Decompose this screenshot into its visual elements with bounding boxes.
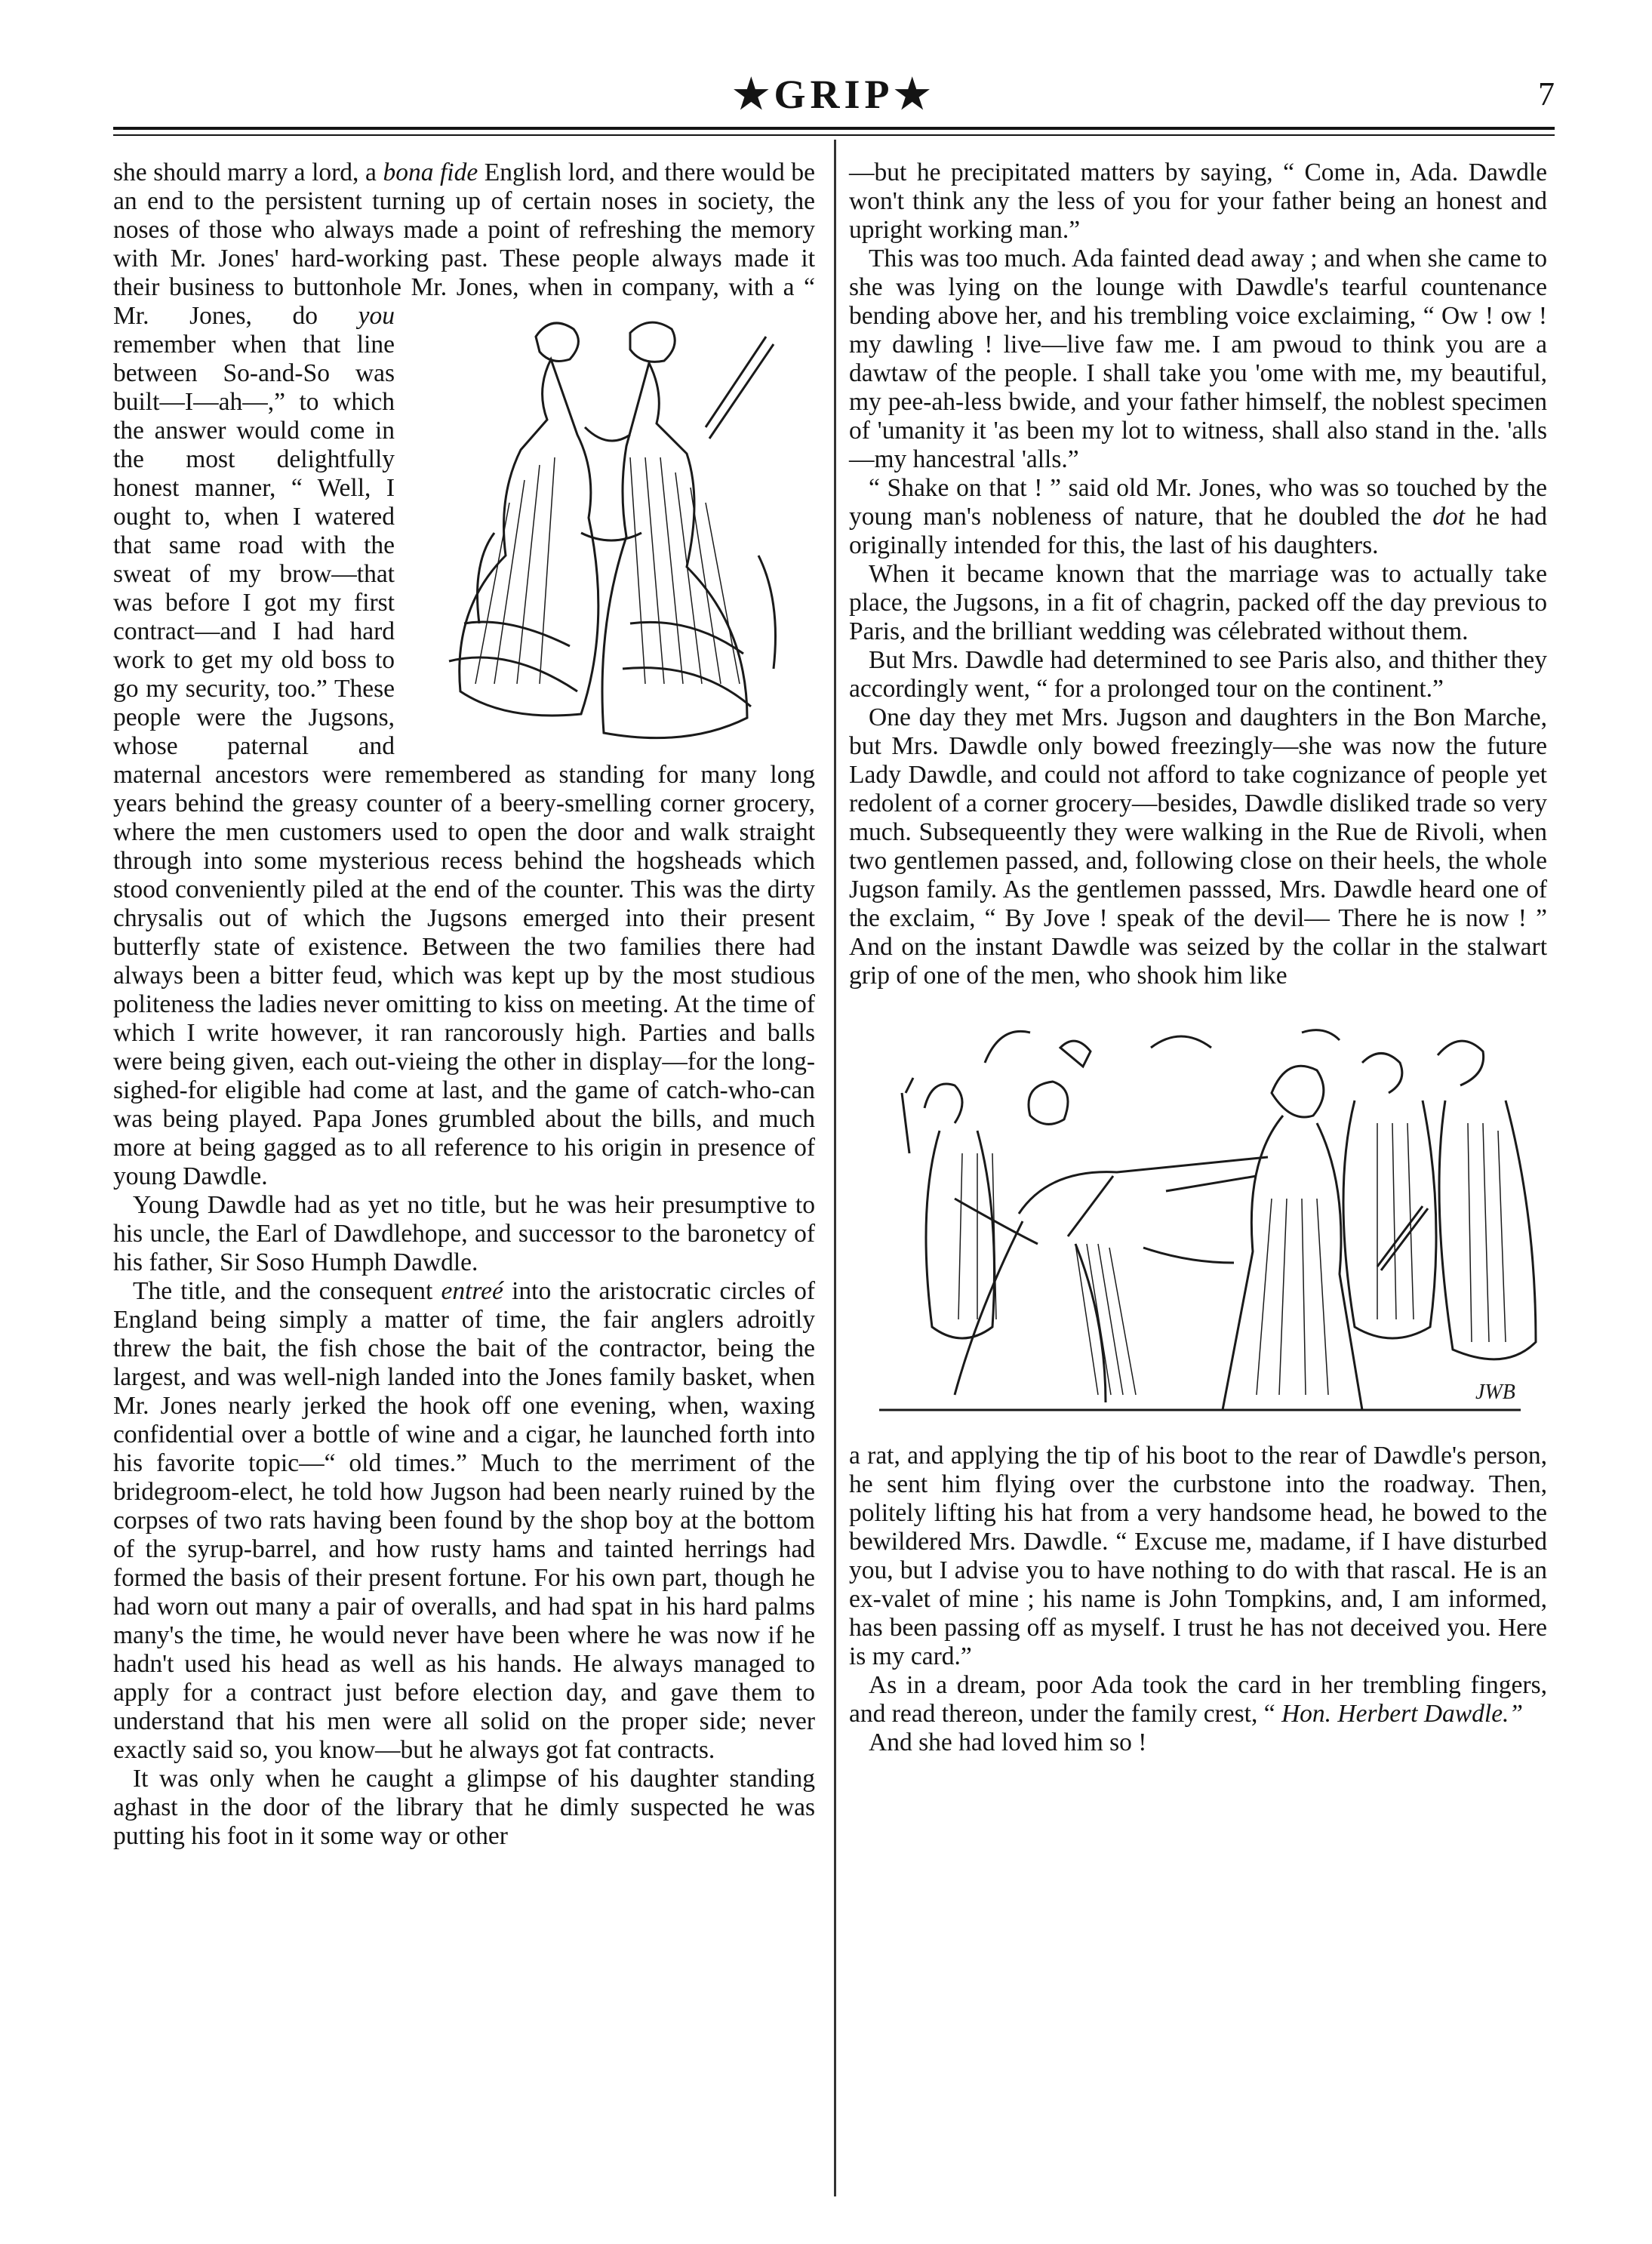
- italic-run: entreé: [441, 1277, 503, 1305]
- paragraph: [113, 1277, 815, 1765]
- page-number: 7: [1538, 75, 1555, 112]
- right-column: [849, 159, 1547, 1757]
- paragraph: And she had loved him so !: [869, 1728, 1147, 1756]
- text-run: remember when that line between So-and-So was built—I—ah—,” to which the answer would come in the most delightfully honest manner, “ Well, I ought to, when I watered that same road with the sweat of my brow—that was before I got my first contract—and I had hard work to get my old boss to go my security, too.” These people were the Jugsons, whose paternal and maternal ancestors were remembered as standing for many long years behind the greasy counter of a beery-smelling corner grocery, where the men customers used to open the door and walk straight through into some mysterious recess behind the hogsheads which stood conveniently piled at the end of the counter. This was the dirty chrysalis out of which the Jugsons emerged into their present butterfly state of existence. Between the two families there had always been a bitter feud, which was kept up by the most studious politeness the ladies never omitting to kiss on meeting. At the time of which I write however, it ran rancorously high. Parties and balls were being given, each out-vieing the other in display—for the long-sighed-for eligible had come at last, and the game of catch-who-can was being played. Papa Jones grumbled about the bills, and much more at being gagged as to all reference to his origin in presence of young Dawdle.: [113, 331, 815, 1190]
- masthead: [113, 72, 1555, 117]
- paragraph: This was too much. Ada fainted dead away ; and when she came to she was lying on the lounge with Dawdle's tearful countenance bending above her, and his trembling voice exclaiming, “ Ow ! ow ! my dawling ! live—live faw me. I am pwoud to think you are a dawtaw of the people. I shall take you 'ome with me, my beautiful, my pee-ah-less bwide, and your father himself, the noblest specimen of 'umanity it 'as been my lot to witness, shall also stand in the. 'alls—my hancestral 'alls.”: [849, 245, 1547, 473]
- text-run: into the aristocratic circles of England being simply a matter of time, the fair anglers adroitly threw the bait, the fish chose the bait of the contractor, being the largest, and was well-nigh landed into the Jones family basket, when Mr. Jones nearly jerked the hook off one evening, when, waxing confidential over a bottle of wine and a cigar, he launched forth into his favorite topic—“ old times.” Much to the merriment of the bridegroom-elect, he told how Jugson had been nearly ruined by the corpses of two rats having been found by the shop boy at the bottom of the syrup-barrel, and how rusty hams and tainted herrings had formed the basis of their present fortune. For his own part, though he had worn out many a pair of overalls, and had spat in his hard palms many's the time, he would never have been where he was now if he hadn't used his head as well as his hands. He always managed to apply for a contract just before election day, and gave them to understand that his men were all solid on the proper side; never exactly said so, you know—but he always got fat contracts.: [113, 1277, 815, 1764]
- paragraph: a rat, and applying the tip of his boot to the rear of Dawdle's person, he sent him flying over the curbstone into the roadway. Then, politely lifting his hat from a very handsome head, he bowed to the bewildered Mrs. Dawdle. “ Excuse me, madame, if I have disturbed you, but I advise you to have nothing to do with that rascal. He is an ex-valet of mine ; his name is John Tompkins, and, I am informed, has been passing off as myself. I trust he has not deceived you. Here is my card.”: [849, 1442, 1547, 1670]
- column-divider: [834, 140, 836, 2196]
- publication-title: ★GRIP★: [733, 72, 935, 117]
- text-run: English lord, and there would be an end to the persistent turning up of certain noses in society, the noses of those who always made a point of refreshing the memory with Mr. Jones' hard-working past. These people always made it their business to buttonhole Mr. Jones, when in company, with a “ Mr. Jones, do: [113, 159, 815, 330]
- text-run: she should marry a lord, a: [113, 159, 383, 186]
- paragraph: But Mrs. Dawdle had determined to see Paris also, and thither they accordingly went, “ for a prolonged tour on the continent.”: [849, 646, 1547, 703]
- paragraph: When it became known that the marriage was to actually take place, the Jugsons, in a fit of chagrin, packed off the day previous to Paris, and the brilliant wedding was célebrated without them.: [849, 560, 1547, 645]
- header-rule-thin: [113, 134, 1555, 136]
- paragraph: One day they met Mrs. Jugson and daughters in the Bon Marche, but Mrs. Dawdle only bowed freezingly—she was now the future Lady Dawdle, and could not afford to take cognizance of people yet redolent of a corner grocery—besides, Dawdle disliked trade so very much. Subsequeently they were walking in the Rue de Rivoli, when two gentlemen passed, and, following close on their heels, the whole Jugson family. As the gentlemen passsed, Mrs. Dawdle heard one of the exclaim, “ By Jove ! speak of the devil— There he is now ! ” And on the instant Dawdle was seized by the collar in the stalwart grip of one of the men, who shook him like: [849, 703, 1547, 990]
- text-run: he had originally intended for this, the last of his daughters.: [849, 503, 1547, 559]
- paragraph: Young Dawdle had as yet no title, but he was heir presumptive to his uncle, the Earl of Dawdlehope, and successor to the baronetcy of his father, Sir Soso Humph Dawdle.: [113, 1191, 815, 1276]
- illustration-street-scene: [849, 1017, 1547, 1427]
- illustration-ladies-kissing: [404, 306, 815, 758]
- header-rule: [113, 127, 1555, 130]
- paragraph: [849, 1671, 1547, 1728]
- italic-run: Hon. Herbert Dawdle.”: [1281, 1700, 1524, 1728]
- paragraph: [113, 159, 815, 1191]
- paragraph: —but he precipitated matters by saying, “ Come in, Ada. Dawdle won't think any the less of you for your father being an honest and upright working man.”: [849, 159, 1547, 244]
- paragraph: It was only when he caught a glimpse of his daughter standing aghast in the door of the library that he dimly suspected he was putting his foot in it some way or other: [113, 1765, 815, 1850]
- text-run: “ Shake on that ! ” said old Mr. Jones, who was so touched by the young man's nobleness of nature, that he doubled the: [849, 474, 1547, 531]
- italic-run: dot: [1432, 503, 1466, 531]
- text-run: As in a dream, poor Ada took the card in her trembling fingers, and read thereon, under the family crest, “: [849, 1671, 1547, 1728]
- artist-signature: JWB: [1475, 1381, 1515, 1404]
- italic-run: bona fide: [383, 159, 478, 186]
- text-run: The title, and the consequent: [133, 1277, 441, 1305]
- paragraph: [849, 474, 1547, 560]
- left-column: [113, 159, 815, 1851]
- italic-run: you: [358, 302, 395, 330]
